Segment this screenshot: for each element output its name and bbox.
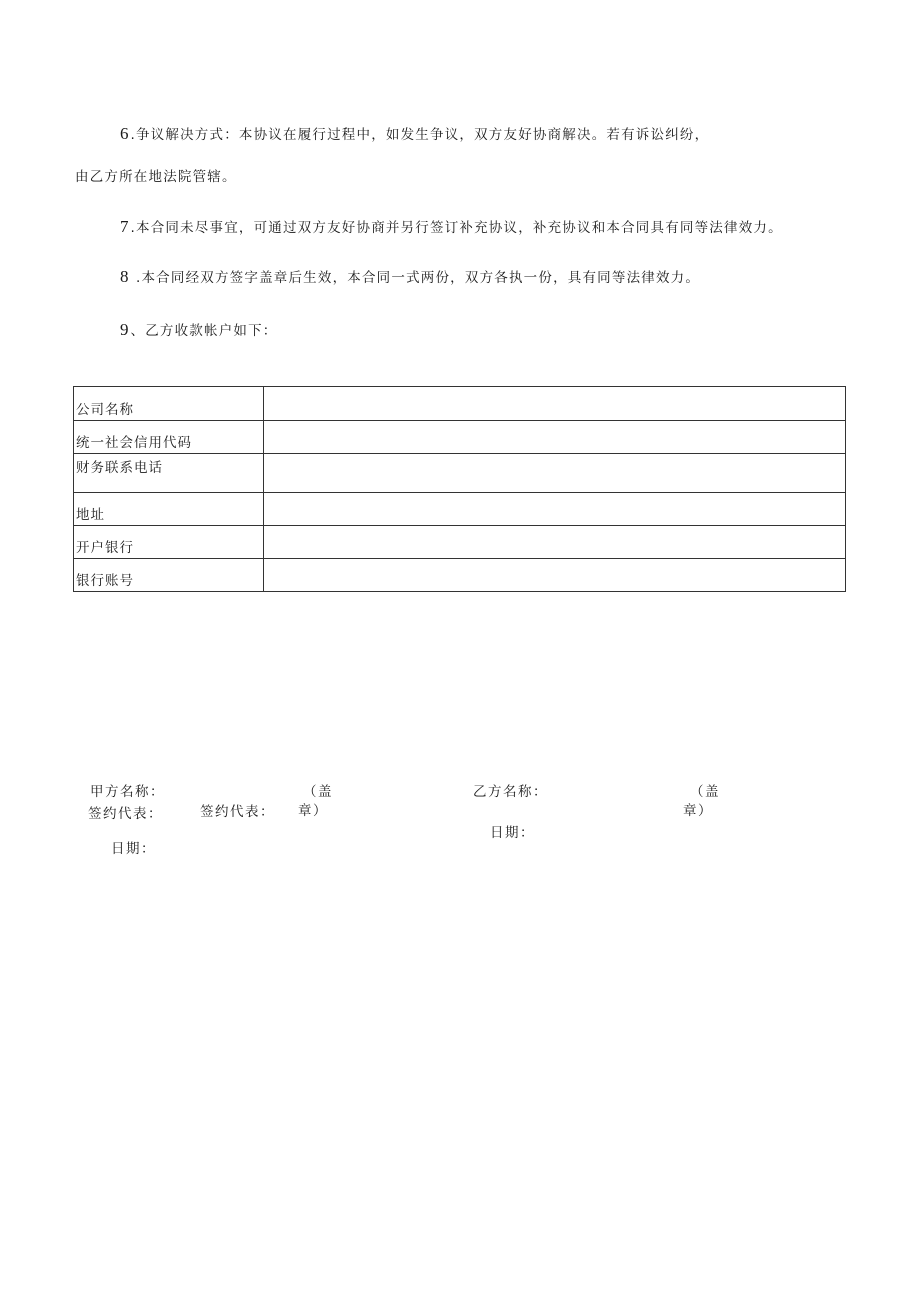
clause-number: 9: [120, 320, 129, 339]
clause-text: .本合同经双方签字盖章后生效，本合同一式两份，双方各执一份，具有同等法律效力。: [130, 270, 701, 286]
party-a-date-label: 日期：: [111, 841, 156, 857]
table-row: [74, 559, 846, 592]
table-cell-value: [264, 526, 846, 559]
party-b-seal-close: 章）: [683, 803, 713, 819]
clause-9: [120, 321, 278, 339]
party-b-date-label: 日期：: [490, 825, 535, 841]
clause-7: [120, 218, 783, 236]
clause-6-continuation: [75, 171, 237, 185]
table-row: [74, 526, 846, 559]
table-cell-value: [264, 559, 846, 592]
clause-6: [120, 125, 709, 143]
party-b-seal-open: （盖: [690, 784, 720, 800]
table-row: [74, 387, 846, 421]
table-row: [74, 421, 846, 454]
party-b-name-label: 乙方名称：: [473, 784, 548, 800]
table-cell-value: [264, 454, 846, 493]
clause-number: 7: [120, 217, 129, 236]
table-cell-label: 财务联系电话: [74, 454, 264, 493]
table-cell-value: [264, 387, 846, 421]
clause-number: 6: [120, 124, 129, 143]
clause-text: 由乙方所在地法院管辖。: [75, 169, 237, 185]
table-cell-label: 地址: [74, 493, 264, 526]
table-row: [74, 454, 846, 493]
party-a-representative-label: 签约代表：: [88, 806, 163, 822]
table-cell-label: 银行账号: [74, 559, 264, 592]
table-cell-label: 开户银行: [74, 526, 264, 559]
bank-account-table: [73, 386, 846, 592]
table-cell-value: [264, 421, 846, 454]
table-cell-label: 公司名称: [74, 387, 264, 421]
table-cell-label: 统一社会信用代码: [74, 421, 264, 454]
party-a-seal-open: （盖: [303, 784, 333, 800]
table-row: [74, 493, 846, 526]
clause-8: [120, 268, 700, 286]
clause-text: .争议解决方式：本协议在履行过程中，如发生争议，双方友好协商解决。若有诉讼纠纷，: [130, 127, 710, 143]
party-a-seal-close: 章）: [298, 803, 328, 819]
clause-number: 8: [120, 267, 129, 286]
party-a-name-label: 甲方名称：: [90, 784, 165, 800]
table-cell-value: [264, 493, 846, 526]
clause-text: 、乙方收款帐户如下：: [130, 323, 278, 339]
clause-text: .本合同未尽事宜，可通过双方友好协商并另行签订补充协议，补充协议和本合同具有同等法律效力。: [130, 220, 783, 236]
party-a-representative-label-2: 签约代表：: [200, 804, 275, 820]
